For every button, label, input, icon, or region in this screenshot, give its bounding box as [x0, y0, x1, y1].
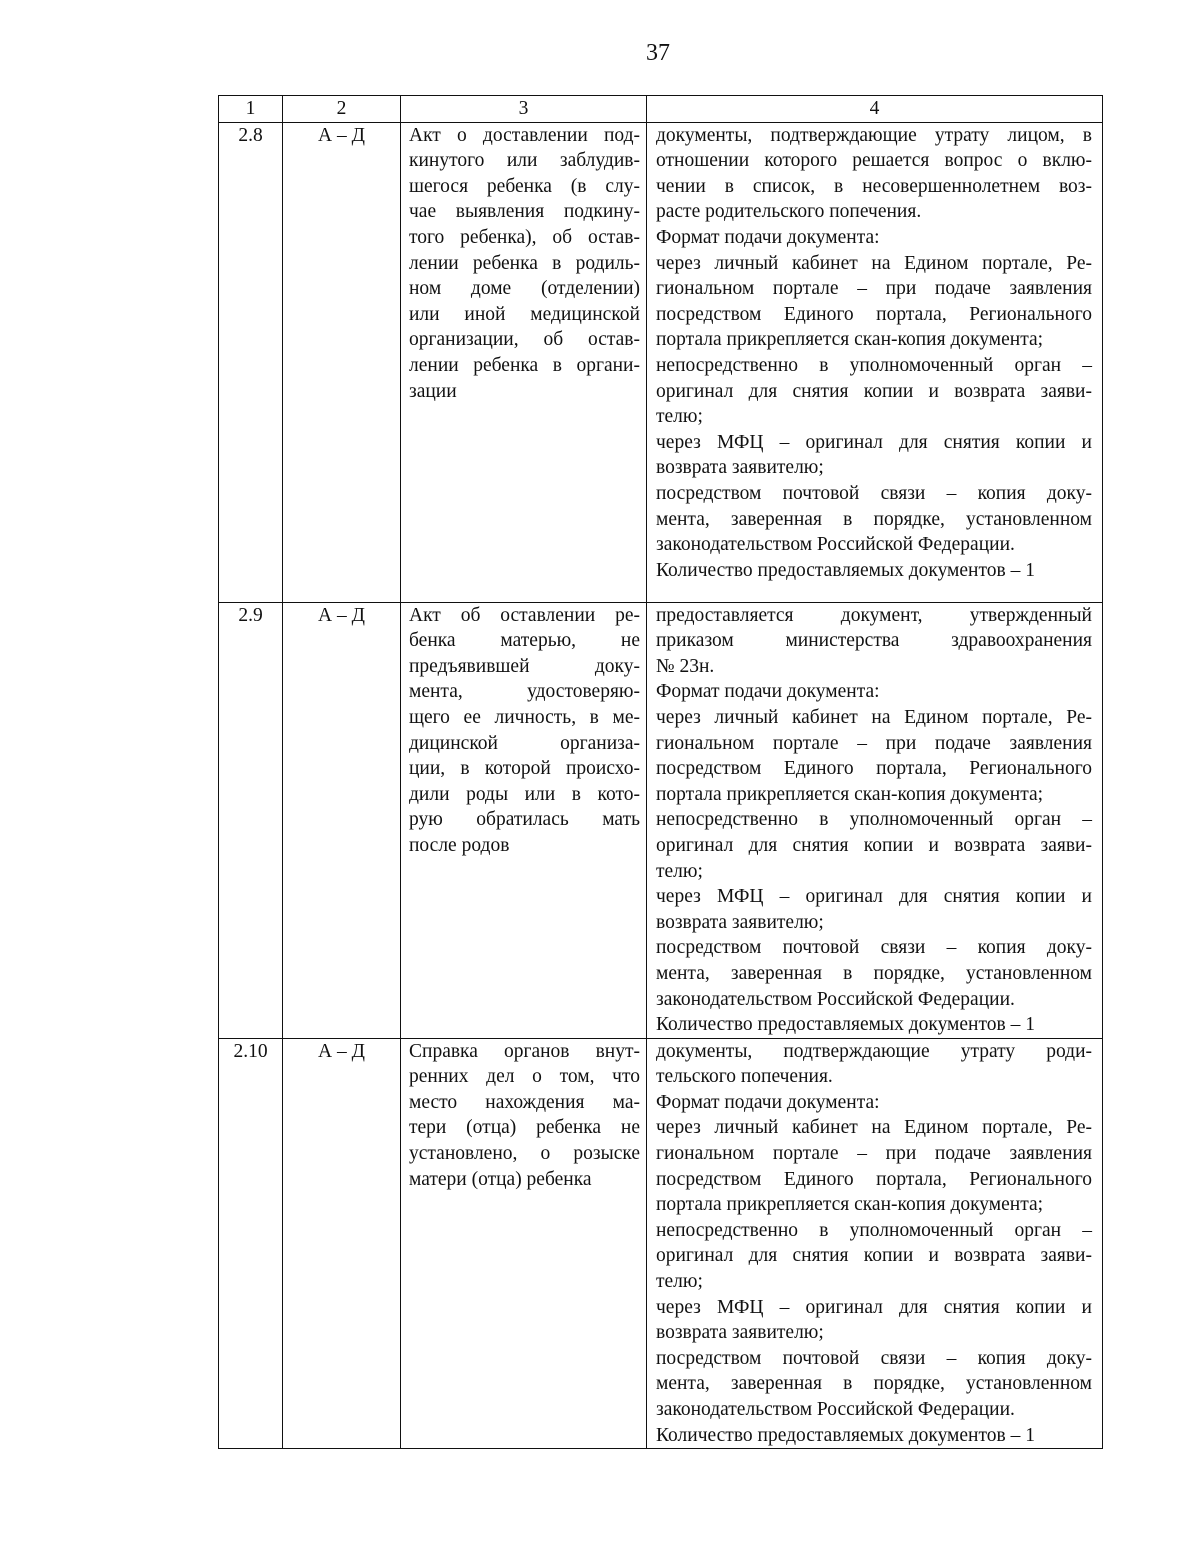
- table-row: [219, 122, 1103, 602]
- text-line: бенка матерью, не: [409, 630, 640, 652]
- text-line: отношении которого решается вопрос о вклю-: [656, 150, 1092, 172]
- text-line: Количество предоставляемых документов – 1: [656, 1424, 1035, 1446]
- text-line: дили роды или в кото-: [409, 783, 640, 805]
- text-line: зации: [409, 380, 457, 402]
- column-header: 3: [401, 96, 647, 123]
- documents-table: [218, 95, 1103, 1449]
- text-line: непосредственно в уполномоченный орган –: [656, 354, 1092, 376]
- text-line: документы, подтверждающие утрату лицом, в: [656, 124, 1092, 146]
- document-name: [401, 602, 647, 1038]
- text-line: расте родительского попечения.: [656, 201, 922, 223]
- text-line: портала прикрепляется скан-копия документа;: [656, 329, 1044, 351]
- text-line: приказом министерства здравоохранения: [656, 630, 1092, 652]
- text-line: место нахождения ма-: [409, 1091, 640, 1113]
- row-number: 2.8: [219, 122, 283, 602]
- document-name: [401, 122, 647, 602]
- text-line: через личный кабинет на Едином портале, Ре-: [656, 706, 1092, 728]
- text-line: тельского попечения.: [656, 1066, 833, 1088]
- text-line: или иной медицинской: [409, 303, 640, 325]
- text-line: ном доме (отделении): [409, 278, 640, 300]
- text-line: документы, подтверждающие утрату роди-: [656, 1040, 1092, 1062]
- text-line: мента, удостоверяю-: [409, 681, 640, 703]
- text-line: тери (отца) ребенка не: [409, 1117, 640, 1139]
- text-line: законодательством Российской Федерации.: [656, 1399, 1015, 1420]
- text-line: чении в список, в несовершеннолетнем воз-: [656, 175, 1092, 197]
- column-header: 1: [219, 96, 283, 123]
- text-line: телю;: [656, 1271, 703, 1293]
- text-line: лении ребенка в родиль-: [409, 252, 640, 274]
- document-description: [647, 602, 1103, 1038]
- text-line: непосредственно в уполномоченный орган –: [656, 1219, 1092, 1241]
- text-line: портала прикрепляется скан-копия документа;: [656, 1194, 1044, 1216]
- text-line: лении ребенка в органи-: [409, 354, 640, 376]
- text-line: через МФЦ – оригинал для снятия копии и: [656, 431, 1092, 453]
- text-line: телю;: [656, 406, 703, 428]
- text-line: посредством Единого портала, Регионального: [656, 303, 1092, 325]
- text-line: мента, заверенная в порядке, установленном: [656, 962, 1092, 984]
- text-line: того ребенка), об остав-: [409, 226, 640, 248]
- text-line: телю;: [656, 860, 703, 882]
- text-line: гиональном портале – при подаче заявления: [656, 1143, 1092, 1165]
- table-row: [219, 602, 1103, 1038]
- text-line: через личный кабинет на Едином портале, Ре-: [656, 252, 1092, 274]
- text-line: Акт об оставлении ре-: [409, 604, 640, 626]
- text-line: предоставляется документ, утвержденный: [656, 604, 1092, 626]
- text-line: установлено, о розыске: [409, 1143, 640, 1165]
- text-line: через МФЦ – оригинал для снятия копии и: [656, 886, 1092, 908]
- text-line: Формат подачи документа:: [656, 681, 880, 703]
- document-name: [401, 1038, 647, 1449]
- text-line: Формат подачи документа:: [656, 1091, 880, 1113]
- text-line: кинутого или заблудив-: [409, 150, 640, 172]
- text-line: организации, об остав-: [409, 329, 640, 351]
- text-line: мента, заверенная в порядке, установленном: [656, 1373, 1092, 1395]
- text-line: Акт о доставлении под-: [409, 124, 640, 146]
- text-line: посредством почтовой связи – копия доку-: [656, 937, 1092, 959]
- table-row: [219, 1038, 1103, 1449]
- text-line: через личный кабинет на Едином портале, Ре-: [656, 1117, 1092, 1139]
- document-description: [647, 1038, 1103, 1449]
- row-number: 2.9: [219, 602, 283, 1038]
- text-line: дицинской организа-: [409, 732, 640, 754]
- row-code: А – Д: [283, 1038, 401, 1449]
- text-line: гиональном портале – при подаче заявления: [656, 732, 1092, 754]
- row-number: 2.10: [219, 1038, 283, 1449]
- text-line: после родов: [409, 834, 510, 856]
- text-line: Количество предоставляемых документов – 1: [656, 1014, 1035, 1036]
- row-code: А – Д: [283, 122, 401, 602]
- text-line: посредством Единого портала, Регионального: [656, 758, 1092, 780]
- text-line: законодательством Российской Федерации.: [656, 534, 1015, 556]
- text-line: законодательством Российской Федерации.: [656, 988, 1015, 1010]
- text-line: Формат подачи документа:: [656, 226, 880, 248]
- text-line: возврата заявителю;: [656, 457, 824, 479]
- text-line: рую обратилась мать: [409, 809, 640, 831]
- table-body: [219, 96, 1103, 1449]
- text-line: ции, в которой происхо-: [409, 758, 640, 780]
- text-line: оригинал для снятия копии и возврата заяви-: [656, 834, 1092, 856]
- text-line: предъявившей доку-: [409, 655, 640, 677]
- text-line: гиональном портале – при подаче заявления: [656, 278, 1092, 300]
- text-line: ренних дел о том, что: [409, 1066, 640, 1088]
- text-line: шегося ребенка (в слу-: [409, 175, 640, 197]
- text-line: непосредственно в уполномоченный орган –: [656, 809, 1092, 831]
- text-line: чае выявления подкину-: [409, 201, 640, 223]
- column-header: 4: [647, 96, 1103, 123]
- document-description: [647, 122, 1103, 602]
- text-line: посредством почтовой связи – копия доку-: [656, 1347, 1092, 1369]
- page-number: 37: [646, 40, 670, 66]
- text-line: оригинал для снятия копии и возврата заяви-: [656, 1245, 1092, 1267]
- header-row: [219, 96, 1103, 123]
- text-line: посредством Единого портала, Регионального: [656, 1168, 1092, 1190]
- text-line: Количество предоставляемых документов – 1: [656, 559, 1035, 581]
- text-line: возврата заявителю;: [656, 1322, 824, 1344]
- text-line: посредством почтовой связи – копия доку-: [656, 482, 1092, 504]
- text-line: щего ее личность, в ме-: [409, 706, 640, 728]
- text-line: Справка органов внут-: [409, 1040, 640, 1062]
- text-line: матери (отца) ребенка: [409, 1168, 592, 1190]
- text-line: через МФЦ – оригинал для снятия копии и: [656, 1296, 1092, 1318]
- text-line: возврата заявителю;: [656, 911, 824, 933]
- text-line: оригинал для снятия копии и возврата заяви-: [656, 380, 1092, 402]
- text-line: № 23н.: [656, 655, 715, 677]
- row-code: А – Д: [283, 602, 401, 1038]
- column-header: 2: [283, 96, 401, 123]
- text-line: портала прикрепляется скан-копия документа;: [656, 783, 1044, 805]
- text-line: мента, заверенная в порядке, установленном: [656, 508, 1092, 530]
